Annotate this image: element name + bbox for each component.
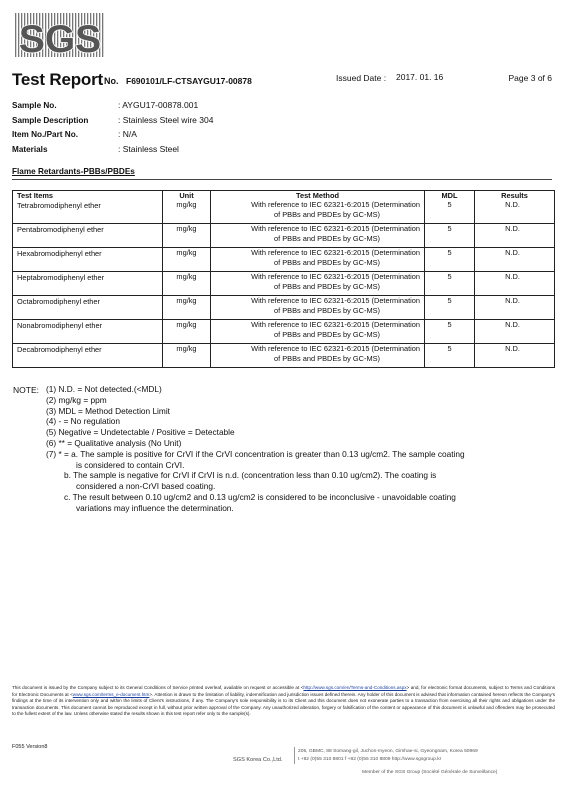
info-value: : Stainless Steel wire 304 [118,114,214,125]
result-cell: N.D. [475,272,555,296]
sample-info-row [12,130,412,145]
sample-info [12,101,412,159]
report-header [12,70,552,92]
test-method-cell: With reference to IEC 62321-6:2015 (Determination of PBBs and PBDEs by GC-MS) [211,344,425,368]
test-item-cell: Heptabromodiphenyl ether [13,272,163,296]
col-header-test-method: Test Method [211,191,425,201]
table-row [13,344,555,368]
note-line: (4) - = No regulation [46,416,121,427]
result-cell: N.D. [475,200,555,224]
table-row [13,248,555,272]
note-label: NOTE: [13,385,39,395]
col-header-mdl: MDL [425,191,475,201]
note-line: is considered to contain CrVI. [76,459,185,470]
sgs-logo [13,10,107,60]
section-divider [12,179,552,180]
test-method-cell: With reference to IEC 62321-6:2015 (Determination of PBBs and PBDEs by GC-MS) [211,224,425,248]
unit-cell: mg/kg [163,272,211,296]
terms-link[interactable]: http://www.sgs.com/en/Terms-and-Conditions.aspx [303,685,407,690]
result-cell: N.D. [475,320,555,344]
note-line: (2) mg/kg = ppm [46,394,107,405]
company-name: SGS Korea Co.,Ltd. [233,757,283,763]
sample-info-row [12,145,412,160]
issued-date-label: Issued Date : [336,73,387,83]
table-row [13,296,555,320]
company-address: 205, GBMC, 88 Somang-gil, Juchon-myeon, Gimhae-si, Gyeongnam, Korea 50969 t +82 (0)55 310 8801 f +82 (0)55 310 8809 http://www.sgsgroup.kr [298,749,478,762]
result-cell: N.D. [475,344,555,368]
notes-list [46,384,536,514]
mdl-cell: 5 [425,320,475,344]
table-header-row [13,191,555,201]
section-title: Flame Retardants-PBBs/PBDEs [12,167,135,176]
disclaimer: This document is issued by the Company subject to its General Conditions of Service printed overleaf, available on request or accessible at <http://www.sgs.com/en/Terms-and-Conditions.aspx> and, for electronic format documents, subject to Terms and Conditions for Electronic Documents at <www.sgs.com/terms_e-document.htm>. Attention is drawn to the limitation of liability, indemnification and jurisdiction issues defined therein. Any holder of this document is advised that information contained hereon reflects the Company's findings at the time of its intervention only and within the limits of Client's instructions, if any. The Company's sole responsibility is to its Client and this document does not exonerate parties to a transaction from exercising all their rights and obligations under the transaction documents. This document cannot be reproduced except in full, without prior written approval of the Company. Any unauthorized alteration, forgery or falsification of the content or appearance of this document is unlawful and offenders may be prosecuted to the fullest extent of the law. Unless otherwise stated the results shown in this test report refer only to the sample(s). [12,685,556,717]
report-title: Test Report [12,70,103,89]
sgs-group-member: Member of the SGS Group (Société Générale de Surveillance) [362,770,498,775]
page-number: Page 3 of 6 [508,73,552,83]
mdl-cell: 5 [425,344,475,368]
unit-cell: mg/kg [163,248,211,272]
unit-cell: mg/kg [163,200,211,224]
note-line: (3) MDL = Method Detection Limit [46,405,170,416]
note-line: b. The sample is negative for CrVI if CrVI is n.d. (concentration less than 0.10 ug/cm2). The coating is [64,470,437,481]
unit-cell: mg/kg [163,224,211,248]
test-item-cell: Pentabromodiphenyl ether [13,224,163,248]
info-value: : Stainless Steel [118,143,179,154]
unit-cell: mg/kg [163,296,211,320]
note-line: (7) * = a. The sample is positive for CrVI if the CrVI concentration is greater than 0.13 ug/cm2. The sample coating [46,448,465,459]
result-cell: N.D. [475,296,555,320]
test-method-cell: With reference to IEC 62321-6:2015 (Determination of PBBs and PBDEs by GC-MS) [211,200,425,224]
mdl-cell: 5 [425,224,475,248]
unit-cell: mg/kg [163,344,211,368]
col-header-test-items: Test Items [13,191,163,201]
test-item-cell: Nonabromodiphenyl ether [13,320,163,344]
note-line: (1) N.D. = Not detected.(<MDL) [46,384,162,394]
table-row [13,200,555,224]
info-value: : N/A [118,129,137,139]
note-line: (6) ** = Qualitative analysis (No Unit) [46,437,182,448]
mdl-cell: 5 [425,296,475,320]
test-item-cell: Hexabromodiphenyl ether [13,248,163,272]
note-line: variations may influence the determination. [76,502,234,513]
mdl-cell: 5 [425,248,475,272]
test-method-cell: With reference to IEC 62321-6:2015 (Determination of PBBs and PBDEs by GC-MS) [211,248,425,272]
info-label: Item No./Part No. [12,130,78,139]
test-method-cell: With reference to IEC 62321-6:2015 (Determination of PBBs and PBDEs by GC-MS) [211,272,425,296]
info-value: : AYGU17-00878.001 [118,100,199,110]
mdl-cell: 5 [425,272,475,296]
table-row [13,224,555,248]
table-row [13,320,555,344]
form-version: F055 Version8 [12,744,48,750]
sample-info-row [12,101,412,116]
footer-divider [294,747,295,764]
report-no-label: No. [104,76,119,86]
result-cell: N.D. [475,224,555,248]
e-document-terms-link[interactable]: www.sgs.com/terms_e-document.htm [72,691,150,697]
note-line: (5) Negative = Undetectable / Positive = Detectable [46,427,235,438]
col-header-results: Results [475,191,555,201]
company-contact: t +82 (0)55 310 8801 f +82 (0)55 310 8809 http://www.sgsgroup.kr [298,757,442,762]
test-method-cell: With reference to IEC 62321-6:2015 (Determination of PBBs and PBDEs by GC-MS) [211,296,425,320]
table-row [13,272,555,296]
test-method-cell: With reference to IEC 62321-6:2015 (Determination of PBBs and PBDEs by GC-MS) [211,320,425,344]
note-line: considered a non-CrVI based coating. [76,481,216,492]
test-item-cell: Decabromodiphenyl ether [13,344,163,368]
unit-cell: mg/kg [163,320,211,344]
report-number: F690101/LF-CTSAYGU17-00878 [126,76,252,86]
logo-text: SGS [18,18,102,60]
sample-info-row [12,116,412,131]
info-label: Sample No. [12,101,57,110]
result-cell: N.D. [475,248,555,272]
col-header-unit: Unit [163,191,211,201]
note-line: c. The result between 0.10 ug/cm2 and 0.13 ug/cm2 is considered to be inconclusive - unavoidable coating [64,491,456,502]
results-table [12,190,555,368]
mdl-cell: 5 [425,200,475,224]
issued-date: 2017. 01. 16 [396,72,444,82]
info-label: Materials [12,144,48,154]
info-label: Sample Description [12,115,89,125]
test-item-cell: Tetrabromodiphenyl ether [13,200,163,224]
test-item-cell: Octabromodiphenyl ether [13,296,163,320]
